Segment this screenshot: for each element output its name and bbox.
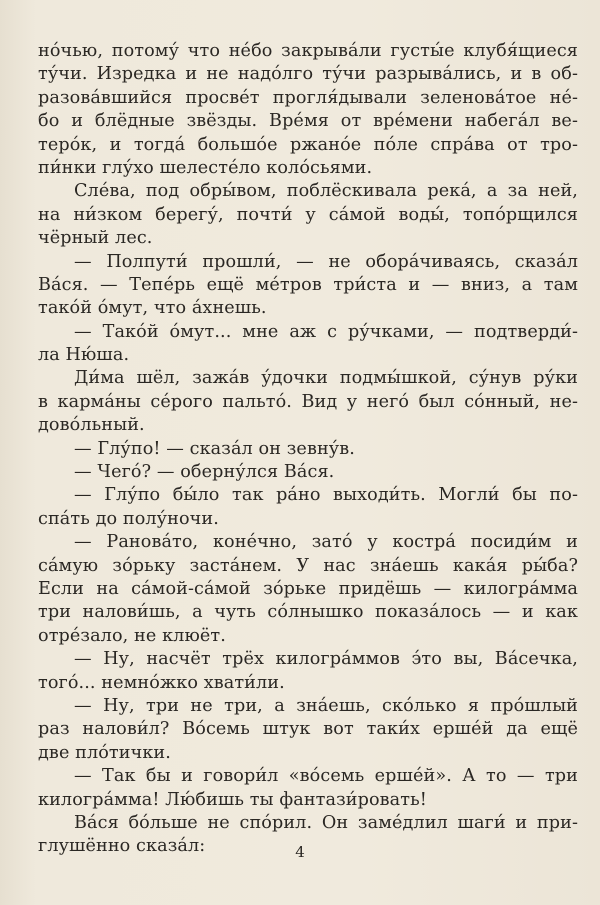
text-line: спа́ть до полу́ночи.: [38, 508, 219, 529]
text-line: пи́нки глу́хо шелесте́ло коло́сьями.: [38, 157, 373, 178]
text-line: но́чью, потому́ что не́бо закрыва́ли густы́е клубя́щиеся: [38, 41, 578, 61]
text-line: — Глу́по бы́ло так ра́но выходи́ть. Могли́ бы по-: [74, 485, 578, 506]
text-line: бо и блёдные звёзды. Вре́мя от вре́мени набега́л ве-: [38, 111, 578, 132]
text-line: отре́зало, не клюёт.: [38, 625, 226, 646]
text-line: — Так бы и говори́л «во́семь ерше́й». А то — три: [74, 766, 578, 787]
text-line: тако́й о́мут, что а́хнешь.: [38, 298, 267, 319]
text-line: — Ранова́то, коне́чно, зато́ у костра́ посиди́м и: [74, 532, 578, 553]
text-line: в карма́ны се́рого пальто́. Вид у него́ был со́нный, не-: [38, 391, 578, 412]
text-line: Если на са́мой-са́мой зо́рьке придёшь — килогра́мма: [38, 578, 578, 599]
text-line: — Ну, три не три, а зна́ешь, ско́лько я про́шлый: [74, 695, 578, 716]
text-line: — Ну, насчёт трёх килогра́ммов э́то вы, Ва́сечка,: [74, 649, 578, 670]
text-line: глушённо сказа́л:: [38, 836, 206, 857]
text-body: [38, 40, 578, 859]
text-line: са́мую зо́рьку заста́нем. У нас зна́ешь кака́я ры́ба?: [38, 555, 578, 576]
text-line: килогра́мма! Лю́бишь ты фантази́ровать!: [38, 789, 427, 810]
text-line: раз налови́л? Во́семь штук вот таки́х ерше́й да ещё: [38, 719, 578, 740]
text-line: — Глу́по! — сказа́л он зевну́в.: [74, 438, 355, 459]
text-line: чёрный лес.: [38, 228, 153, 249]
text-line: на ни́зком берегу́, почти́ у са́мой воды́, топо́рщился: [38, 204, 578, 225]
text-line: Ва́ся. — Тепе́рь ещё ме́тров три́ста и — вниз, а там: [38, 274, 578, 295]
text-line: — Полпути́ прошли́, — не обора́чиваясь, сказа́л: [74, 251, 578, 272]
text-line: дово́льный.: [38, 415, 145, 436]
text-line: три налови́шь, а чуть со́лнышко показа́лось — и как: [38, 602, 578, 623]
text-line: две пло́тички.: [38, 742, 171, 763]
text-line: того́... немно́жко хвати́ли.: [38, 672, 285, 693]
text-line: Сле́ва, под обры́вом, поблёскивала река́, а за ней,: [74, 181, 578, 202]
text-line: ту́чи. Изредка и не надо́лго ту́чи разрыва́лись, и в об-: [38, 64, 578, 85]
text-line: Ди́ма шёл, зажа́в у́дочки подмы́шкой, су́нув ру́ки: [74, 368, 578, 389]
text-line: разова́вшийся просве́т прогля́дывали зеленова́тое не́-: [38, 87, 578, 108]
text-line: Ва́ся бо́льше не спо́рил. Он заме́длил шаги́ и при-: [74, 812, 578, 833]
page-number: 4: [295, 843, 305, 861]
text-line: ла Ню́ша.: [38, 345, 130, 366]
text-line: — Чего́? — оберну́лся Ва́ся.: [74, 462, 335, 483]
text-line: теро́к, и тогда́ большо́е ржано́е по́ле спра́ва от тро-: [38, 134, 578, 155]
text-line: — Тако́й о́мут... мне аж с ру́чками, — подтверди́-: [74, 321, 578, 342]
